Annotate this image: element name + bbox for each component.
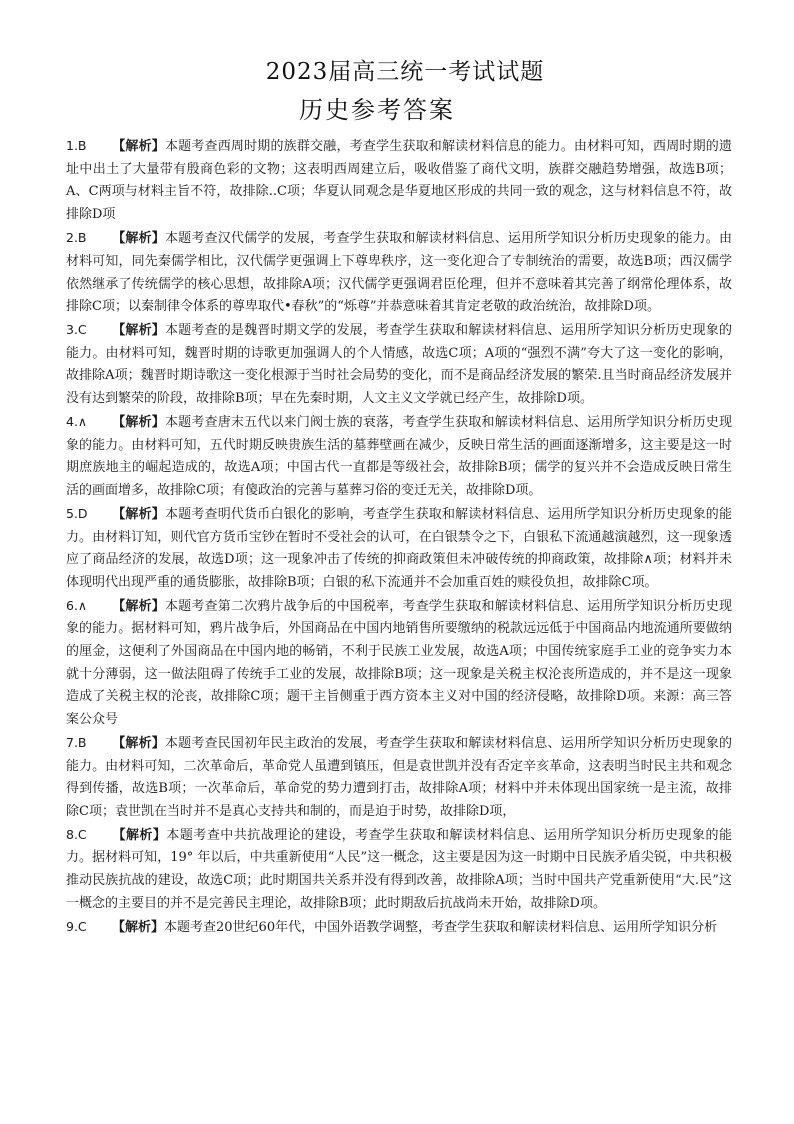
answer-number: 2.B <box>66 230 87 246</box>
answer-text: 本题考查的是魏晋时期文学的发展，考查学生获取和解读材料信息、运用所学知识分析历史现象的能力。由材料可知，魏晋时期的诗歌更加强调人的个人情感，故选C项；A项的“强烈不满”夸大了这一变化的影响，故排除A项；魏晋时期诗歌这一变化根源于当时社会局势的变化，而不是商品经济发展的繁荣.且当时商品经济发展并没有达到繁荣的阶段，故排除B项；早在先秦时期，人文主义文学就已经产生，故排除D项。 <box>66 323 732 407</box>
answer-text: 本题考查汉代儒学的发展，考查学生获取和解读材料信息、运用所学知识分析历史现象的能力。由材料可知，同先秦儒学相比，汉代儒学更强调上下尊卑秩序，这一变化迎合了专制统治的需要，故选B项；西汉儒学依然继承了传统儒学的核心思想，故排除A项；汉代儒学更强调君臣伦理，但并不意味着其完善了纲常伦理体系，故排除C项；以秦制律令体系的尊卑取代•春秋”的“烁尊”并恭意味着其肯定老敬的政治统治，故排除D项。 <box>66 231 732 315</box>
answer-text: 本题考查唐末五代以来门阀士族的衰落，考查学生获取和解读材料信息、运用所学知识分析历史现象的能力。由材料可知，五代时期反映贵族生活的墓葬壁画在减少，反映日常生活的画面逐渐增多，这主要是这一时期庶族地主的崛起造成的，故选A项；中国古代一直都是等级社会，故排除B项；儒学的复兴并不会造成反映日常生活的画面增多，故排除C项；有傻政治的完善与墓葬习俗的变迁无关，故排除D项。 <box>66 415 732 498</box>
answer-item <box>66 916 732 940</box>
answer-item <box>66 319 732 410</box>
analysis-tag: 【解析】 <box>112 415 165 431</box>
answer-item <box>66 824 732 915</box>
analysis-tag: 【解析】 <box>112 231 165 247</box>
analysis-tag: 【解析】 <box>112 919 165 935</box>
answer-number: 5.D <box>66 506 88 521</box>
analysis-tag: 【解析】 <box>112 598 165 614</box>
analysis-tag: 【解析】 <box>112 827 167 843</box>
answer-item <box>66 227 732 318</box>
answers-list <box>66 135 732 940</box>
analysis-tag: 【解析】 <box>112 735 165 751</box>
answer-item <box>66 135 732 226</box>
answer-number: 9.C <box>66 918 87 934</box>
analysis-tag: 【解析】 <box>112 139 165 154</box>
answer-number: 4.∧ <box>66 414 88 430</box>
page-subtitle: 历史参考答案 <box>299 96 455 124</box>
analysis-tag: 【解析】 <box>112 507 165 522</box>
answer-text: 本题考查民国初年民主政治的发展，考查学生获取和解读材料信息、运用所学知识分析历史现象的能力。由材料可知，二次革命后，革命党人虽遭到镇压，但是袁世凯并没有否定辛亥革命，这表明当时民主共和观念得到传播，故选B项；一次革命后，革命党的势力遭到打击，故排除A项；材料中并未体现出国家统一是主流，故排除C项；袁世凯在当时并不是真心支持共和制的，而是迫于时势，故排除D项， <box>66 735 732 819</box>
answer-text: 本题考查第二次鸦片战争后的中国税率，考查学生获取和解读材料信息、运用所学知识分析历史现象的能力。据材料可知，鸦片战争后，外国商品在中国内地销售所要缴纳的税款远远低于中国商品内地流通所要做纳的厘金，这便利了外国商品在中国内地的畅销，不利于民族工业发展，故选A项；中国传统家庭手工业的竞争实力本就十分薄弱，这一做法阻碍了传统手工业的发展，故排除B项；这一现象是关税主权沦丧所造成的，并不是这一现象造成了关税主权的沦丧，故排除C项；题干主旨侧重于西方资本主义对中国的经济侵略，故排除D项。来源：高三答案公众号 <box>66 598 732 727</box>
answer-item <box>66 411 732 502</box>
answer-item <box>66 595 732 732</box>
answer-text: 本题考查中共抗战理论的建设，考查学生获取和解读材料信息、运用所学知识分析历史现象的能力。据材料可知，19° 年以后，中共重新使用“人民”这一概念，这主要是因为这一时期中日民族矛盾尖锐，中共积极推动民族抗战的建设，故选C项；此时期国共关系并没有得到改善，故排除A项；当时中国共产党重新使用“大.民”这一概念的主要目的并不是完善民主理论，故排除B项；此时期敌后抗战尚未开始，故排除D项。 <box>66 827 732 911</box>
answer-number: 8.C <box>66 826 87 842</box>
answer-text: 本题考查20世纪60年代，中国外语教学调整，考查学生获取和解读材料信息、运用所学知识分析 <box>164 919 718 935</box>
answer-item <box>66 732 732 823</box>
answer-text: 本题考查西周时期的族群交融，考查学生获取和解读材料信息的能力。由材料可知，西周时期的遗址中出土了大量带有殷商色彩的文物；这表明西周建立后，吸收借鉴了商代文明，族群交融趋势增强，故选B项；A、C两项与材料主旨不符，故排除..C项；华夏认同观念是华夏地区形成的共同一致的观念，这与材料信息不符，故排除D项 <box>66 139 732 222</box>
analysis-tag: 【解析】 <box>112 323 165 339</box>
answer-number: 6.∧ <box>66 597 88 613</box>
answer-number: 7.B <box>66 734 87 750</box>
answer-number: 3.C <box>66 322 87 338</box>
answer-item <box>66 503 732 594</box>
answer-text: 本题考查明代货币白银化的影响，考查学生获取和解读材料信息、运用所学知识分析历史现象的能力。由材料订知，则代官方货币宝钞在暂时不受社会的认可，在白银禁令之下，白银私下流通越演越烈，这一现象透应了商品经济的发展，故选D项；这一现象冲击了传统的抑商政策但未冲破传统的抑商政策，故排除∧项；材料并未体现明代出现严重的通货膨胀，故排除B项；白银的私下流通并不会加重百姓的赎役负担，故排除C项。 <box>66 507 732 590</box>
answer-number: 1.B <box>66 138 87 153</box>
page-title: 2023届高三统一考试试题 <box>265 59 545 85</box>
